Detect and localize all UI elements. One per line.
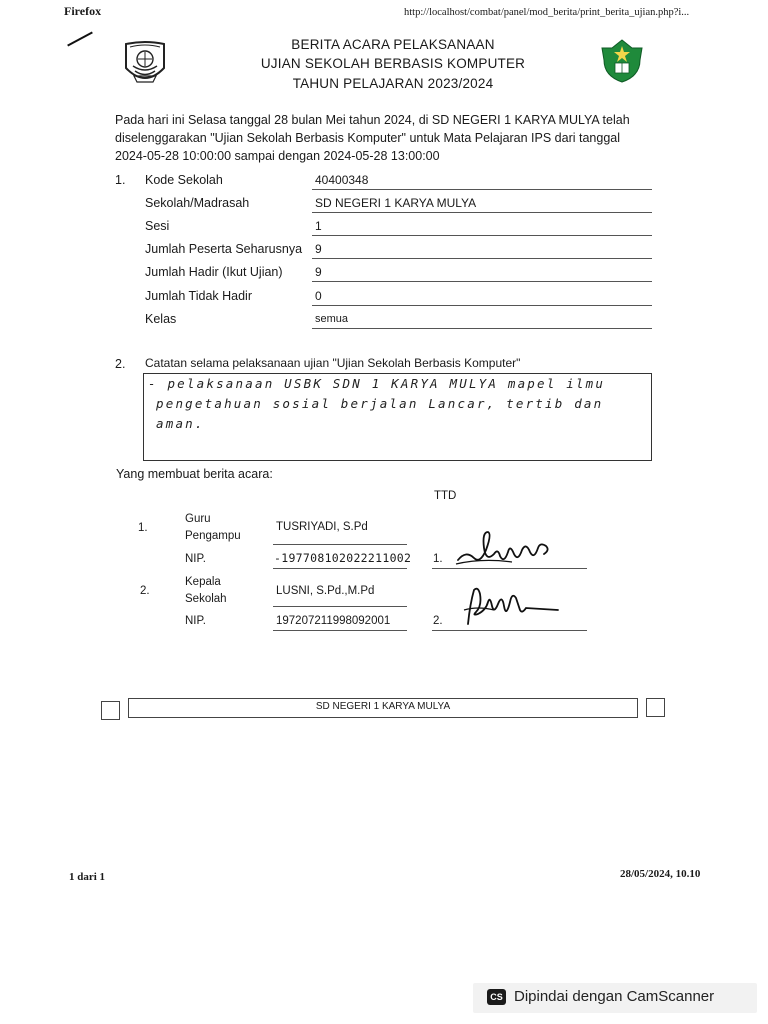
row-underline (312, 328, 652, 329)
row-label-sesi: Sesi (145, 219, 170, 233)
kemenag-logo (600, 38, 644, 84)
row-underline (312, 235, 652, 236)
row-label-kelas: Kelas (145, 312, 177, 326)
row-value-sesi: 1 (315, 219, 322, 233)
row-value-sekolah: SD NEGERI 1 KARYA MULYA (315, 196, 477, 210)
title-line-3: TAHUN PELAJARAN 2023/2024 (292, 76, 494, 91)
signature-1 (452, 528, 562, 570)
row-underline (312, 258, 652, 259)
notes-line-3: aman. (156, 416, 205, 431)
row-label-kode-sekolah: Kode Sekolah (145, 173, 223, 187)
title-line-1: BERITA ACARA PELAKSANAAN (291, 37, 495, 52)
signer-1-role-line-2: Pengampu (185, 530, 241, 542)
signer-2-nip-label: NIP. (185, 615, 206, 627)
signer-2-role-line-2: Sekolah (185, 593, 227, 605)
signer-1-number: 1. (138, 522, 148, 534)
page-number: 1 dari 1 (69, 871, 106, 883)
signer-1-nip: -197708102022211002 (274, 551, 412, 565)
signer-1-role-line-1: Guru (185, 513, 211, 525)
section-1-number: 1. (115, 173, 126, 187)
row-value-jumlah-hadir: 9 (315, 265, 322, 279)
camscanner-icon: CS (487, 989, 506, 1005)
row-value-peserta-seharusnya: 9 (315, 242, 322, 256)
footer-right-square (646, 698, 665, 717)
browser-name: Firefox (64, 4, 102, 18)
section-2-number: 2. (115, 357, 126, 371)
camscanner-text: Dipindai dengan CamScanner (514, 988, 715, 1005)
row-value-kode-sekolah: 40400348 (315, 173, 369, 187)
nip-underline (273, 630, 407, 631)
signer-2-role-line-1: Kepala (185, 576, 221, 588)
section-2-title: Catatan selama pelaksanaan ujian "Ujian Sekolah Berbasis Komputer" (145, 356, 521, 370)
ttd-label: TTD (434, 490, 457, 502)
row-underline (312, 212, 652, 213)
signer-1-nip-label: NIP. (185, 553, 206, 565)
title-line-2: UJIAN SEKOLAH BERBASIS KOMPUTER (260, 56, 526, 71)
nip-underline (273, 568, 407, 569)
name-underline (273, 606, 407, 607)
row-label-sekolah: Sekolah/Madrasah (145, 196, 250, 210)
name-underline (273, 544, 407, 545)
signer-1-sign-number: 1. (433, 553, 443, 565)
intro-line-2: diselenggarakan "Ujian Sekolah Berbasis Komputer" untuk Mata Pelajaran IPS dari tanggal (115, 131, 621, 145)
row-value-kelas: semua (315, 313, 349, 325)
intro-line-3: 2024-05-28 10:00:00 sampai dengan 2024-05-28 13:00:00 (115, 149, 440, 163)
row-label-peserta-seharusnya: Jumlah Peserta Seharusnya (145, 242, 303, 256)
page-url: http://localhost/combat/panel/mod_berita/print_berita_ujian.php?i... (404, 7, 690, 18)
print-datetime: 28/05/2024, 10.10 (620, 868, 701, 880)
signer-2-name: LUSNI, S.Pd.,M.Pd (276, 585, 375, 597)
row-value-tidak-hadir: 0 (315, 289, 322, 303)
pen-mark (67, 32, 93, 47)
intro-line-1: Pada hari ini Selasa tanggal 28 bulan Mei tahun 2024, di SD NEGERI 1 KARYA MULYA telah (115, 113, 630, 127)
signer-2-number: 2. (140, 585, 150, 597)
made-by-label: Yang membuat berita acara: (116, 467, 273, 481)
row-underline (312, 305, 652, 306)
signer-2-sign-number: 2. (433, 615, 443, 627)
signer-1-name: TUSRIYADI, S.Pd (276, 521, 368, 533)
notes-line-1: - pelaksanaan USBK SDN 1 KARYA MULYA mapel ilmu (148, 376, 606, 391)
footer-left-square (101, 701, 120, 720)
tut-wuri-handayani-logo (118, 38, 172, 90)
signature-underline (432, 630, 587, 631)
row-label-tidak-hadir: Jumlah Tidak Hadir (145, 289, 252, 303)
row-underline (312, 281, 652, 282)
notes-line-2: pengetahuan sosial berjalan Lancar, tertib dan (156, 396, 604, 411)
signature-2 (458, 584, 568, 630)
footer-school-name: SD NEGERI 1 KARYA MULYA (315, 701, 451, 712)
row-underline (312, 189, 652, 190)
signer-2-nip: 197207211998092001 (276, 615, 391, 627)
row-label-jumlah-hadir: Jumlah Hadir (Ikut Ujian) (145, 265, 283, 279)
